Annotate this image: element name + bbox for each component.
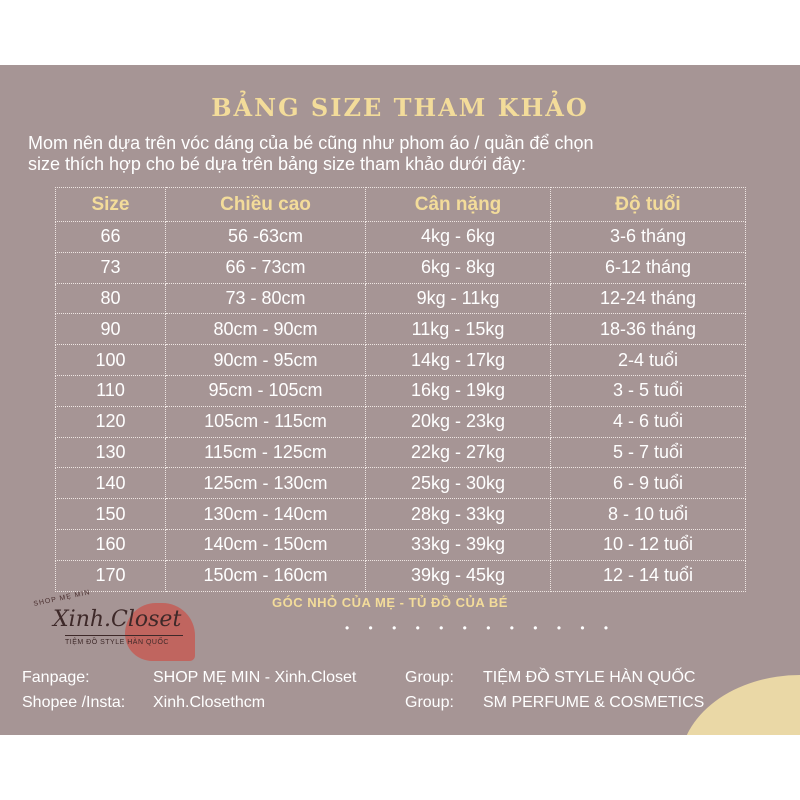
cell-age: 6-12 tháng xyxy=(551,252,746,283)
cell-weight: 14kg - 17kg xyxy=(366,345,551,376)
table-row xyxy=(56,252,746,283)
table-row xyxy=(56,314,746,345)
cell-age: 6 - 9 tuổi xyxy=(551,468,746,499)
cell-weight: 11kg - 15kg xyxy=(366,314,551,345)
cell-size: 90 xyxy=(56,314,166,345)
logo-divider xyxy=(65,635,183,636)
cell-size: 150 xyxy=(56,499,166,530)
fanpage-value: SHOP MẸ MIN - Xinh.Closet xyxy=(153,669,357,686)
cell-size: 130 xyxy=(56,437,166,468)
cell-age: 12 - 14 tuổi xyxy=(551,560,746,591)
cell-size: 160 xyxy=(56,529,166,560)
cell-size: 66 xyxy=(56,222,166,253)
cell-weight: 39kg - 45kg xyxy=(366,560,551,591)
table-row xyxy=(56,499,746,530)
cell-height: 56 -63cm xyxy=(166,222,366,253)
table-row xyxy=(56,375,746,406)
cell-weight: 16kg - 19kg xyxy=(366,375,551,406)
group2-value: SM PERFUME & COSMETICS xyxy=(483,694,705,711)
logo-name: Xinh.Closet xyxy=(53,607,182,632)
size-chart-panel xyxy=(0,65,800,735)
cell-age: 3 - 5 tuổi xyxy=(551,375,746,406)
cell-weight: 4kg - 6kg xyxy=(366,222,551,253)
cell-age: 5 - 7 tuổi xyxy=(551,437,746,468)
cell-weight: 20kg - 23kg xyxy=(366,406,551,437)
cell-weight: 33kg - 39kg xyxy=(366,529,551,560)
intro-line-1: Mom nên dựa trên vóc dáng của bé cũng như phom áo / quần để chọn xyxy=(28,133,594,153)
dotted-ornament: • • • • • • • • • • • • xyxy=(345,621,617,635)
cell-height: 80cm - 90cm xyxy=(166,314,366,345)
cell-height: 73 - 80cm xyxy=(166,283,366,314)
table-row xyxy=(56,468,746,499)
cell-weight: 28kg - 33kg xyxy=(366,499,551,530)
logo-subtitle: TIỆM ĐỒ STYLE HÀN QUỐC xyxy=(65,639,169,646)
group1-label: Group: xyxy=(405,669,454,686)
table-row xyxy=(56,529,746,560)
shopee-label: Shopee /Insta: xyxy=(22,694,126,711)
slogan: GÓC NHỎ CỦA MẸ - TỦ ĐỒ CỦA BÉ xyxy=(272,595,508,610)
cell-age: 4 - 6 tuổi xyxy=(551,406,746,437)
header-age: Độ tuổi xyxy=(551,188,746,222)
cell-size: 100 xyxy=(56,345,166,376)
cell-weight: 9kg - 11kg xyxy=(366,283,551,314)
cell-height: 66 - 73cm xyxy=(166,252,366,283)
fanpage-label: Fanpage: xyxy=(22,669,90,686)
cell-age: 18-36 tháng xyxy=(551,314,746,345)
cell-size: 73 xyxy=(56,252,166,283)
table-header-row xyxy=(56,188,746,222)
table-row xyxy=(56,345,746,376)
cell-size: 170 xyxy=(56,560,166,591)
table-row xyxy=(56,222,746,253)
cell-age: 8 - 10 tuổi xyxy=(551,499,746,530)
intro-line-2: size thích hợp cho bé dựa trên bảng size tham khảo dưới đây: xyxy=(28,154,526,174)
cell-size: 80 xyxy=(56,283,166,314)
cell-height: 95cm - 105cm xyxy=(166,375,366,406)
logo-arc-text: SHOP MẸ MIN xyxy=(32,589,92,608)
cell-height: 90cm - 95cm xyxy=(166,345,366,376)
cell-weight: 25kg - 30kg xyxy=(366,468,551,499)
cell-weight: 22kg - 27kg xyxy=(366,437,551,468)
group1-value: TIỆM ĐỒ STYLE HÀN QUỐC xyxy=(483,669,696,686)
cell-age: 12-24 tháng xyxy=(551,283,746,314)
cell-age: 3-6 tháng xyxy=(551,222,746,253)
cell-age: 2-4 tuổi xyxy=(551,345,746,376)
cell-height: 140cm - 150cm xyxy=(166,529,366,560)
page-title: BẢNG SIZE THAM KHẢO xyxy=(211,93,589,122)
table-row xyxy=(56,437,746,468)
cell-height: 125cm - 130cm xyxy=(166,468,366,499)
cell-height: 130cm - 140cm xyxy=(166,499,366,530)
intro-text xyxy=(28,133,788,175)
size-table-body xyxy=(56,222,746,592)
header-height: Chiều cao xyxy=(166,188,366,222)
table-row xyxy=(56,283,746,314)
cell-size: 110 xyxy=(56,375,166,406)
cell-height: 115cm - 125cm xyxy=(166,437,366,468)
header-size: Size xyxy=(56,188,166,222)
size-table xyxy=(55,187,746,592)
cell-height: 150cm - 160cm xyxy=(166,560,366,591)
cell-height: 105cm - 115cm xyxy=(166,406,366,437)
shopee-value: Xinh.Closethcm xyxy=(153,694,266,711)
group2-label: Group: xyxy=(405,694,454,711)
cell-size: 120 xyxy=(56,406,166,437)
table-row xyxy=(56,406,746,437)
cell-size: 140 xyxy=(56,468,166,499)
header-weight: Cân nặng xyxy=(366,188,551,222)
cell-age: 10 - 12 tuổi xyxy=(551,529,746,560)
cell-weight: 6kg - 8kg xyxy=(366,252,551,283)
